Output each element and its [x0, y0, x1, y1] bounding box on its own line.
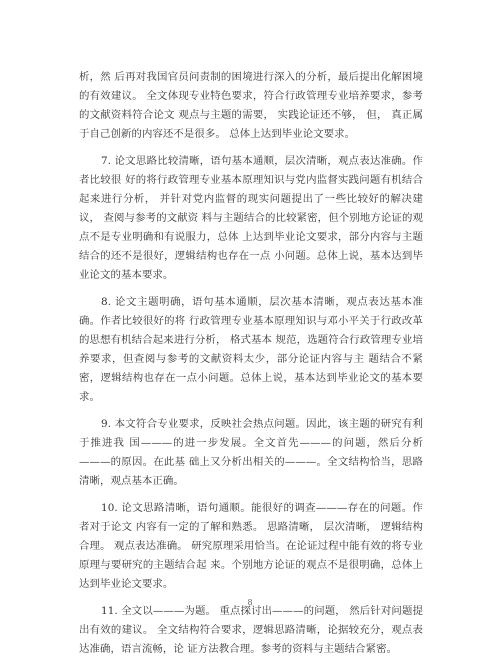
document-body — [79, 68, 423, 661]
paragraph-evaluation-7: 7. 论文思路比较清晰，语句基本通顺，层次清晰，观点表达准确。作者比较很 好的将行政管理专业基本原理知识与党内监督实践问题有机结合起来进行分析， 并针对党内监督的现实问题提出了一些比较好的解决建议， 查阅与参考的文献资 料与主题结合的比较紧密，但个别地方论证的观点不是专业明确和有说服力，总体 上达到毕业论文要求，部分内容与主题结合的还不是很好，逻辑结构也存在一点 小问题。总体上说，基本达到毕业论文的基本要求。 — [79, 155, 423, 281]
paragraph-evaluation-6-continued: 析，然 后再对我国官员问责制的困境进行深入的分析，最后提出化解困境的有效建议。 全文体现专业特色要求，符合行政管理专业培养要求，参考的文献资料符合论文 观点与主题的需要， 实践论证还不够， 但， 真正属于自己创新的内容还不是很多。 总体上达到毕业论文要求。 — [79, 71, 423, 140]
paragraph-evaluation-10: 10. 论文思路清晰，语句通顺。能很好的调查———存在的问题。作者对于论文 内容有一定的了解和熟悉。 思路清晰， 层次清晰， 逻辑结构合理。 观点表达准确。 研究原理采用恰当。在论证过程中能有效的将专业原理与要研究的主题结合起 来。个别地方论证的观点不是很明确，总体上达到毕业论文要求。 — [79, 502, 423, 590]
page-number: 8 — [247, 598, 253, 607]
paragraph-evaluation-9: 9. 本文符合专业要求，反映社会热点问题。因此，该主题的研究有利于推进我 国———的进一步发展。全文首先———的问题，然后分析———的原因。在此基 础上又分析出相关的———。全文结构恰当，思路清晰，观点基本正确。 — [79, 418, 423, 487]
paragraph-evaluation-11: 11. 全文以———为题。 重点探讨出———的问题， 然后针对问题提出有效的建议。 全文结构符合要求，逻辑思路清晰，论据较充分，观点表达准确，语言流畅，论 证方法教合理。参考的资料与主题结合紧密。 — [79, 605, 423, 655]
paragraph-evaluation-8: 8. 论文主题明确，语句基本通顺，层次基本清晰，观点表达基本准确。作者比较很好的将 行政管理专业基本原理知识与邓小平关于行政改革的思想有机结合起来进行分析， 格式基本 规范，选题符合行政管理专业培养要求，但查阅与参考的文献资料太少，部分论证内容与主 题结合不紧密，逻辑结构也存在一点小问题。总体上说，基本达到毕业论文的基本要求。 — [79, 296, 423, 403]
